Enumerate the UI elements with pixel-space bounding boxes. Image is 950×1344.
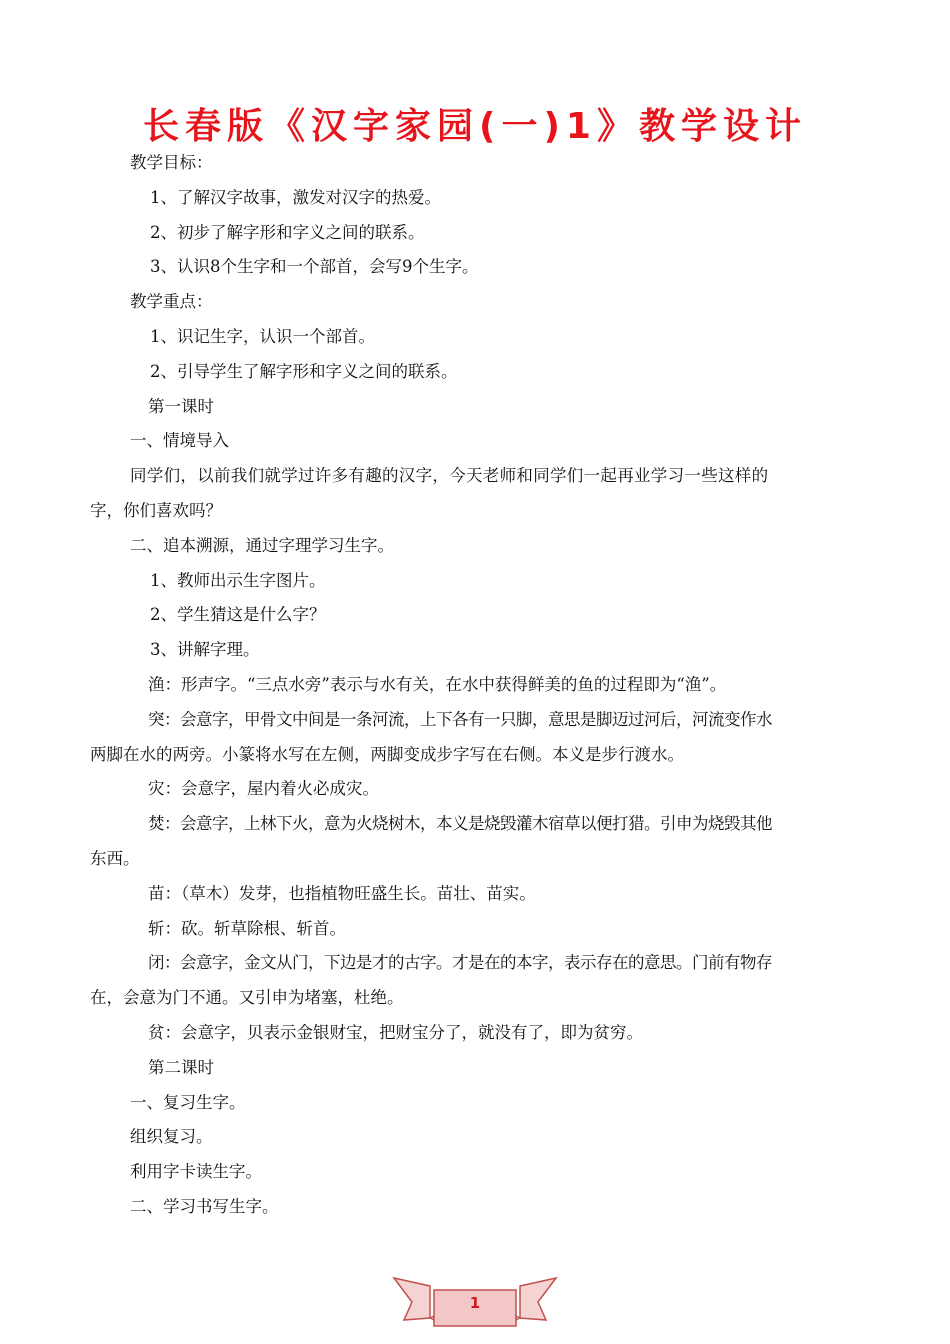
paragraph-line: 在，会意为门不通。又引申为堵塞，杜绝。 bbox=[90, 988, 404, 1008]
page-number: 1 bbox=[469, 1294, 481, 1312]
paragraph-line: 字，你们喜欢吗？ bbox=[90, 500, 222, 520]
list-item: 1、了解汉字故事，激发对汉字的热爱。 bbox=[150, 187, 441, 207]
step-heading: 二、追本溯源，通过字理学习生字。 bbox=[130, 535, 394, 555]
character-explanation: 渔：形声字。“三点水旁”表示与水有关，在水中获得鲜美的鱼的过程即为“渔”。 bbox=[148, 674, 727, 694]
list-item: 2、学生猜这是什么字？ bbox=[150, 605, 326, 625]
paragraph-line: 同学们，以前我们就学过许多有趣的汉字，今天老师和同学们一起再业学习一些这样的 bbox=[130, 466, 769, 486]
list-item: 2、引导学生了解字形和字义之间的联系。 bbox=[150, 361, 458, 381]
paragraph-line: 组织复习。 bbox=[130, 1127, 213, 1147]
list-item: 2、初步了解字形和字义之间的联系。 bbox=[150, 222, 425, 242]
lesson-heading: 第一课时 bbox=[148, 396, 214, 416]
page-number-ribbon bbox=[390, 1272, 560, 1330]
list-item: 3、认识8个生字和一个部首，会写9个生字。 bbox=[150, 257, 479, 277]
character-explanation: 苗：（草木）发芽，也指植物旺盛生长。苗壮、苗实。 bbox=[148, 883, 536, 903]
character-explanation: 灾：会意字，屋内着火必成灾。 bbox=[148, 779, 379, 799]
paragraph-line: 两脚在水的两旁。小篆将水写在左侧，两脚变成步字写在右侧。本义是步行渡水。 bbox=[90, 744, 684, 764]
document-body bbox=[90, 146, 860, 1225]
lesson-heading: 第二课时 bbox=[148, 1057, 214, 1077]
step-heading: 一、情境导入 bbox=[130, 431, 229, 451]
character-explanation: 焚：会意字，上林下火，意为火烧树木，本义是烧毁灌木宿草以便打猎。引申为烧毁其他 bbox=[148, 814, 772, 834]
character-explanation: 贫：会意字，贝表示金银财宝，把财宝分了，就没有了，即为贫穷。 bbox=[148, 1022, 643, 1042]
paragraph-line: 利用字卡读生字。 bbox=[130, 1162, 262, 1182]
list-item: 1、识记生字，认识一个部首。 bbox=[150, 326, 375, 346]
document-title: 长春版《汉字家园(一)1》教学设计 bbox=[143, 106, 807, 147]
list-item: 1、教师出示生字图片。 bbox=[150, 570, 326, 590]
character-explanation: 突：会意字，甲骨文中间是一条河流，上下各有一只脚，意思是脚迈过河后，河流变作水 bbox=[148, 709, 772, 729]
section-heading: 教学重点： bbox=[130, 292, 213, 312]
list-item: 3、讲解字理。 bbox=[150, 640, 260, 660]
character-explanation: 闭：会意字，金文从门，下边是才的古字。才是在的本字，表示存在的意思。门前有物存 bbox=[148, 953, 772, 973]
section-heading: 教学目标： bbox=[130, 153, 213, 172]
step-heading: 二、学习书写生字。 bbox=[130, 1196, 279, 1216]
step-heading: 一、复习生字。 bbox=[130, 1092, 246, 1112]
character-explanation: 斩：砍。斩草除根、斩首。 bbox=[148, 918, 346, 938]
paragraph-line: 东西。 bbox=[90, 848, 140, 868]
